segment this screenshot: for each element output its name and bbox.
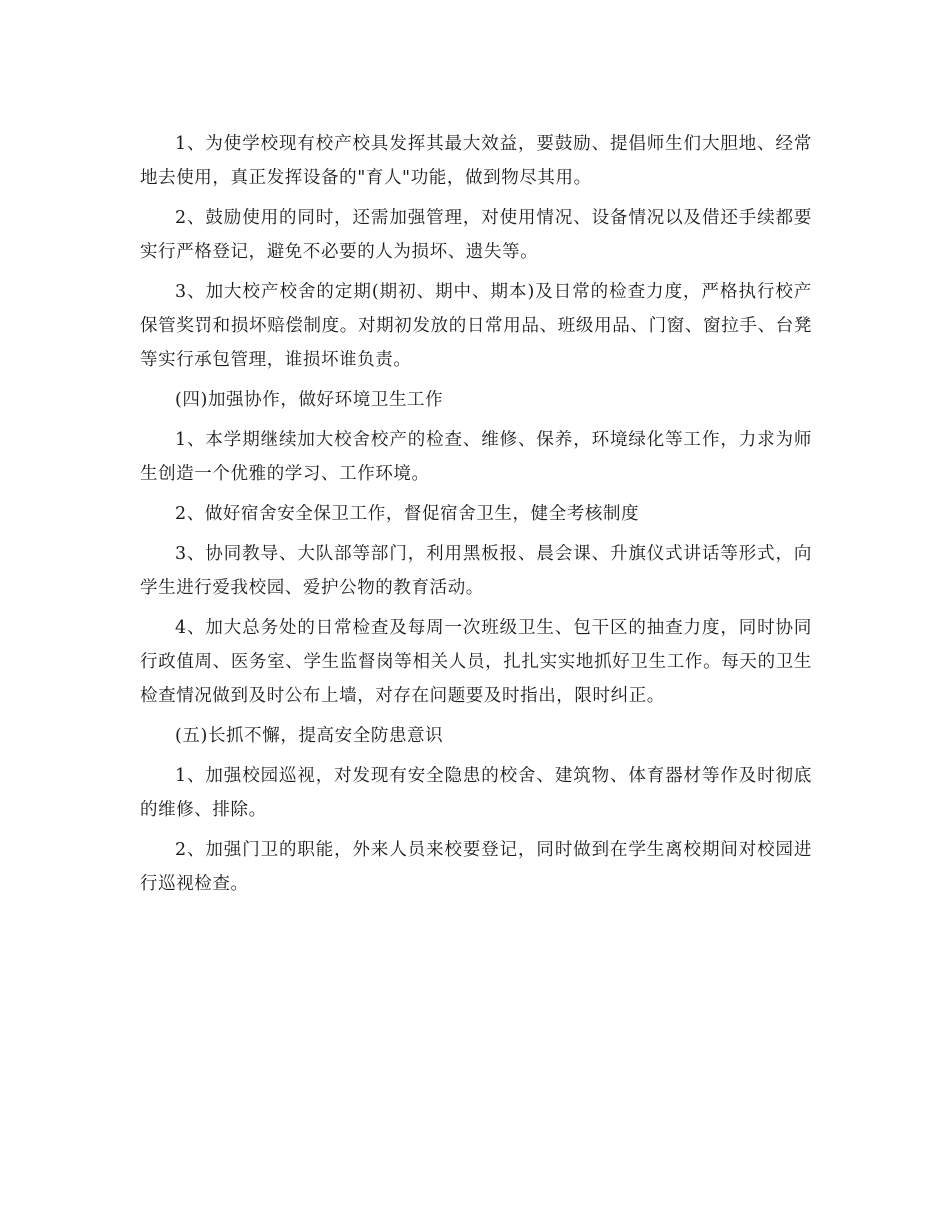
paragraph-2: 2、鼓励使用的同时，还需加强管理，对使用情况、设备情况以及借还手续都要实行严格登记，避免不必要的人为损坏、遗失等。 (140, 208, 812, 262)
paragraph-6: 2、做好宿舍安全保卫工作，督促宿舍卫生，健全考核制度 (175, 504, 640, 524)
paragraph-7: 3、协同教导、大队部等部门，利用黑板报、晨会课、升旗仪式讲话等形式，向学生进行爱我校园、爱护公物的教育活动。 (140, 544, 812, 598)
paragraph-1: 1、为使学校现有校产校具发挥其最大效益，要鼓励、提倡师生们大胆地、经常地去使用，真正发挥设备的"育人"功能，做到物尽其用。 (140, 134, 812, 188)
section-heading-5: (五)长抓不懈，提高安全防患意识 (175, 726, 444, 746)
document-page (140, 127, 812, 907)
paragraph-3: 3、加大校产校舍的定期(期初、期中、期本)及日常的检查力度，严格执行校产保管奖罚和损坏赔偿制度。对期初发放的日常用品、班级用品、门窗、窗拉手、台凳等实行承包管理，谁损坏谁负责。 (140, 282, 812, 370)
paragraph-10: 1、加强校园巡视，对发现有安全隐患的校舍、建筑物、体育器材等作及时彻底的维修、排除。 (140, 766, 812, 820)
paragraph-8: 4、加大总务处的日常检查及每周一次班级卫生、包干区的抽查力度，同时协同行政值周、医务室、学生监督岗等相关人员，扎扎实实地抓好卫生工作。每天的卫生检查情况做到及时公布上墙，对存在问题要及时指出，限时纠正。 (140, 618, 812, 706)
paragraph-11: 2、加强门卫的职能，外来人员来校要登记，同时做到在学生离校期间对校园进行巡视检查。 (140, 840, 812, 894)
paragraph-5: 1、本学期继续加大校舍校产的检查、维修、保养，环境绿化等工作，力求为师生创造一个优雅的学习、工作环境。 (140, 430, 812, 484)
section-heading-4: (四)加强协作，做好环境卫生工作 (175, 390, 444, 410)
